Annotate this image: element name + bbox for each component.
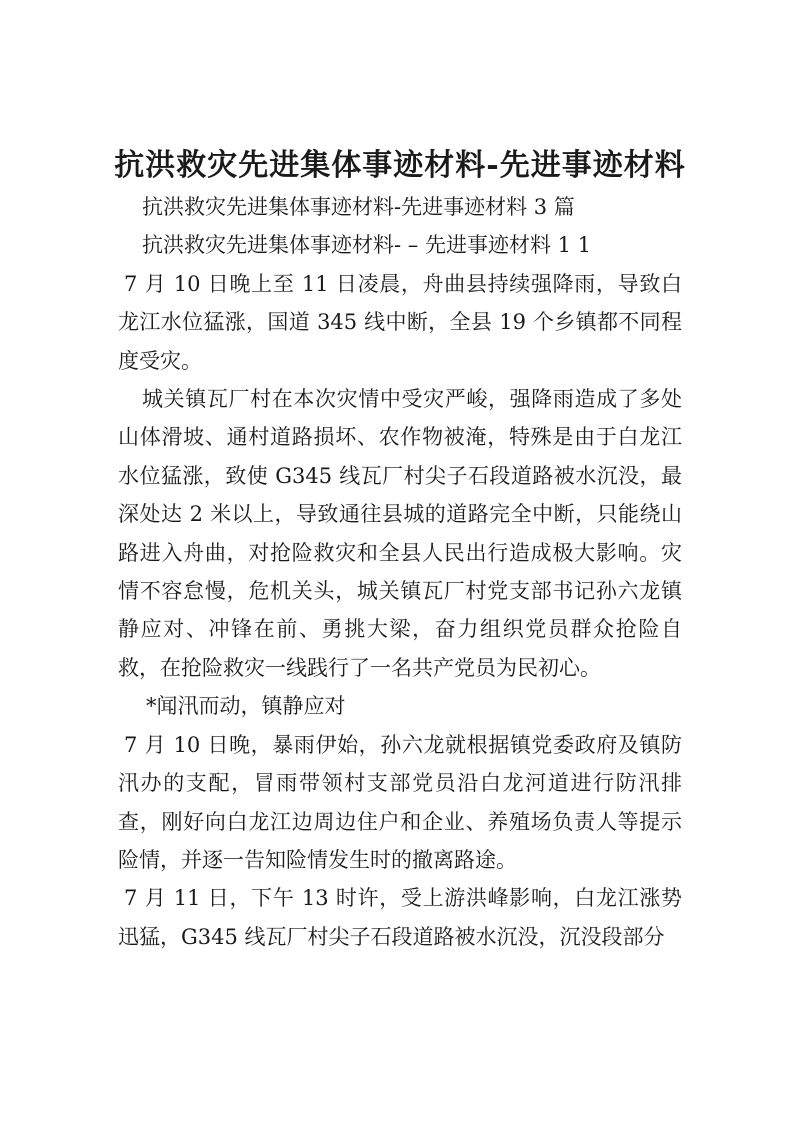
- paragraph-disaster-description: 城关镇瓦厂村在本次灾情中受灾严峻，强降雨造成了多处山体滑坡、通村道路损坏、农作物被淹，特殊是由于白龙江水位猛涨，致使 G345 线瓦厂村尖子石段道路被水沉没，最深处达 2 米以上，导致通往县城的道路完全中断，只能绕山路进入舟曲，对抢险救灾和全县人民出行造成极大影响。灾情不容怠慢，危机关头，城关镇瓦厂村党支部书记孙六龙镇静应对、冲锋在前、勇挑大梁，奋力组织党员群众抢险自救，在抢险救灾一线践行了一名共产党员为民初心。: [118, 387, 682, 680]
- document-title: 抗洪救灾先进集体事迹材料-先进事迹材料: [114, 148, 686, 184]
- paragraph-section-heading: 抗洪救灾先进集体事迹材料- – 先进事迹材料 1 1: [142, 233, 592, 258]
- paragraph-subtitle: 抗洪救灾先进集体事迹材料-先进事迹材料 3 篇: [142, 195, 575, 219]
- paragraph-july-11: 7 月 11 日，下午 13 时许，受上游洪峰影响，白龙江涨势迅猛，G345 线瓦厂村尖子石段道路被水沉没，沉没段部分: [118, 886, 682, 949]
- paragraph-subheading: *闻汛而动，镇静应对: [146, 694, 346, 719]
- paragraph-july-10: 7 月 10 日晚，暴雨伊始，孙六龙就根据镇党委政府及镇防汛办的支配，冒雨带领村支部党员沿白龙河道进行防汛排查，刚好向白龙江边周边住户和企业、养殖场负责人等提示险情，并逐一告知险情发生时的撤离路途。: [118, 732, 682, 872]
- document-body: [118, 188, 682, 956]
- paragraph-intro: 7 月 10 日晚上至 11 日凌晨，舟曲县持续强降雨，导致白龙江水位猛涨，国道 345 线中断，全县 19 个乡镇都不同程度受灾。: [118, 271, 682, 373]
